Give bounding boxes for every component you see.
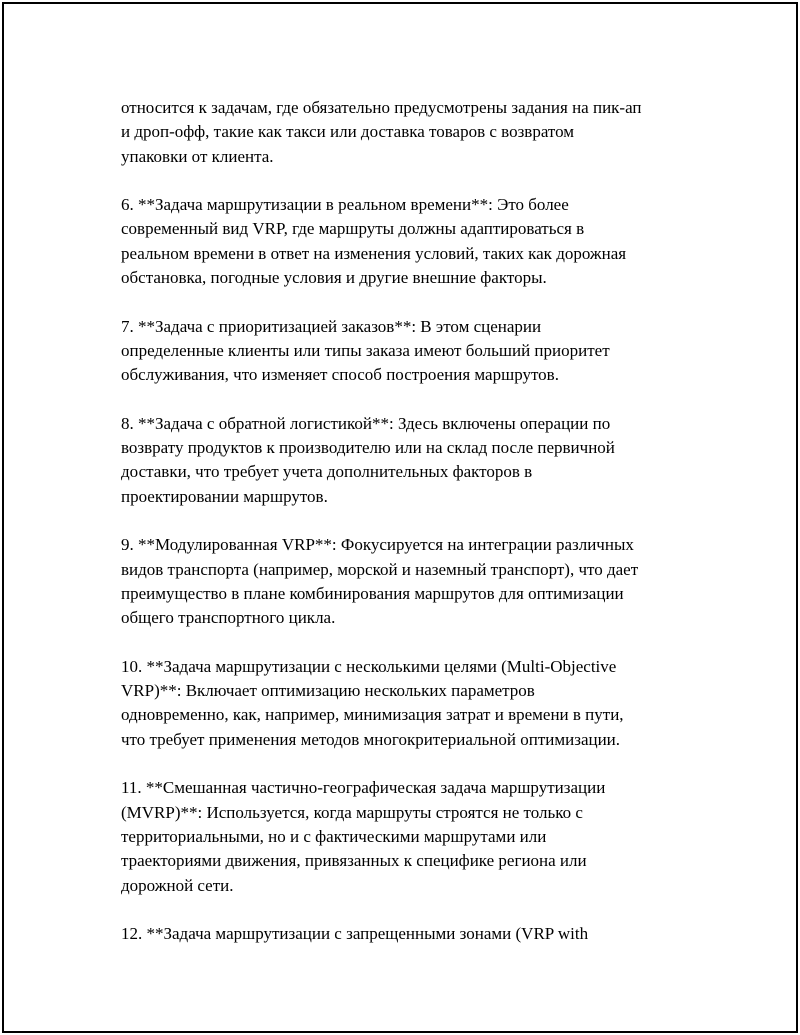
page-frame bbox=[2, 2, 798, 1033]
text-line: 8. **Задача с обратной логистикой**: Здесь включены операции по bbox=[121, 413, 611, 433]
text-line: VRP)**: Включает оптимизацию нескольких параметров bbox=[121, 681, 535, 701]
text-line: обслуживания, что изменяет способ построения маршрутов. bbox=[121, 365, 559, 385]
text-line: 11. **Смешанная частично-географическая задача маршрутизации bbox=[121, 778, 606, 798]
paragraph-item-6 bbox=[121, 193, 701, 290]
text-line: и дроп-офф, такие как такси или доставка товаров с возвратом bbox=[121, 122, 575, 142]
text-line: проектировании маршрутов. bbox=[121, 486, 328, 506]
text-line: общего транспортного цикла. bbox=[121, 608, 336, 628]
document-body bbox=[121, 96, 701, 971]
text-line: дорожной сети. bbox=[121, 875, 234, 895]
text-line: видов транспорта (например, морской и наземный транспорт), что дает bbox=[121, 559, 639, 579]
text-line: 9. **Модулированная VRP**: Фокусируется на интеграции различных bbox=[121, 535, 634, 555]
text-line: современный вид VRP, где маршруты должны адаптироваться в bbox=[121, 219, 585, 239]
paragraph-item-7 bbox=[121, 315, 701, 388]
text-line: что требует применения методов многокритериальной оптимизации. bbox=[121, 729, 621, 749]
paragraph-item-8 bbox=[121, 412, 701, 509]
text-line: 10. **Задача маршрутизации с несколькими целями (Multi-Objective bbox=[121, 656, 617, 676]
paragraph-item-9 bbox=[121, 533, 701, 630]
paragraph-item-11 bbox=[121, 776, 701, 897]
text-line: 6. **Задача маршрутизации в реальном времени**: Это более bbox=[121, 195, 569, 215]
text-line: одновременно, как, например, минимизация затрат и времени в пути, bbox=[121, 705, 624, 725]
paragraph-item-12 bbox=[121, 922, 701, 946]
text-line: траекториями движения, привязанных к специфике региона или bbox=[121, 851, 587, 871]
text-line: реальном времени в ответ на изменения условий, таких как дорожная bbox=[121, 243, 627, 263]
text-line: территориальными, но и с фактическими маршрутами или bbox=[121, 826, 547, 846]
text-line: 12. **Задача маршрутизации с запрещенными зонами (VRP with bbox=[121, 924, 589, 944]
text-line: преимущество в плане комбинирования маршрутов для оптимизации bbox=[121, 583, 624, 603]
text-line: (MVRP)**: Используется, когда маршруты строятся не только с bbox=[121, 802, 583, 822]
text-line: 7. **Задача с приоритизацией заказов**: В этом сценарии bbox=[121, 316, 542, 336]
paragraph-continuation bbox=[121, 96, 701, 169]
text-line: определенные клиенты или типы заказа имеют больший приоритет bbox=[121, 340, 610, 360]
text-line: обстановка, погодные условия и другие внешние факторы. bbox=[121, 268, 547, 288]
text-line: относится к задачам, где обязательно предусмотрены задания на пик-ап bbox=[121, 98, 642, 117]
text-line: упаковки от клиента. bbox=[121, 146, 274, 166]
paragraph-item-10 bbox=[121, 655, 701, 752]
text-line: доставки, что требует учета дополнительных факторов в bbox=[121, 462, 533, 482]
text-line: возврату продуктов к производителю или на склад после первичной bbox=[121, 438, 615, 458]
